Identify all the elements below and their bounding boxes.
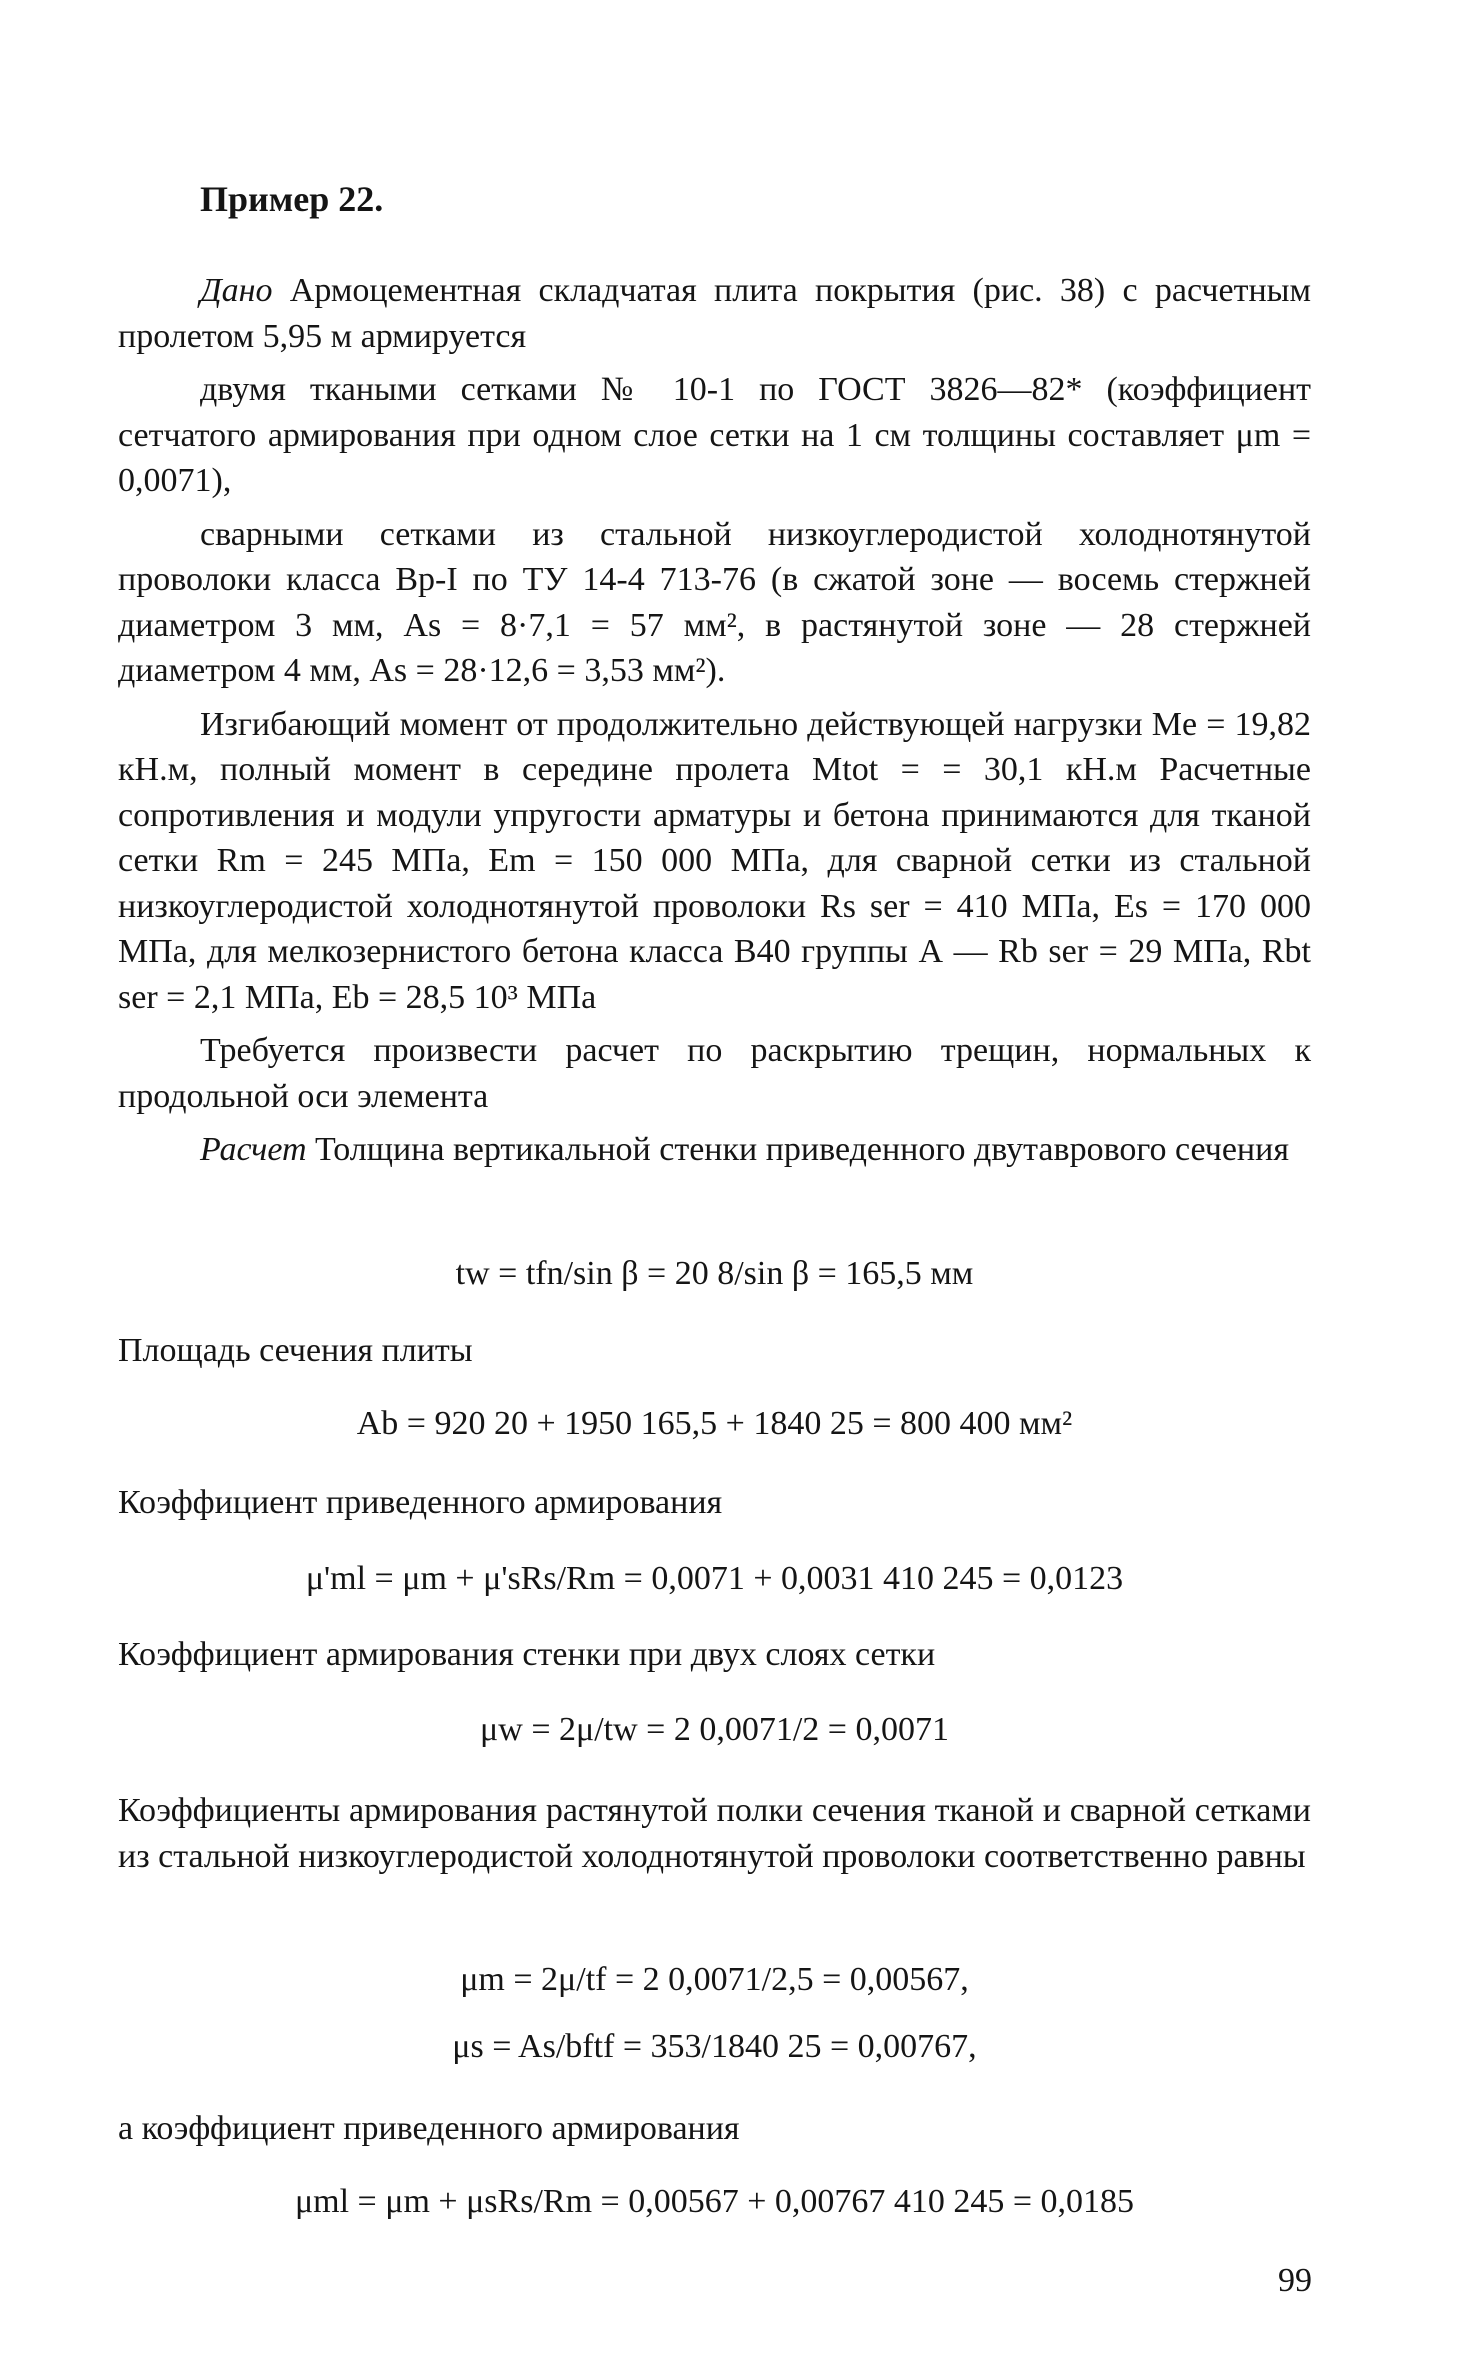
formula-final-reduced-coef: μml = μm + μsRs/Rm = 0,00567 + 0,00767 410 245 = 0,0185 — [294, 2183, 1135, 2220]
page-number: 99 — [1278, 2262, 1312, 2299]
formula-web-thickness: tw = tfn/sin β = 20 8/sin β = 165,5 мм — [455, 1255, 974, 1292]
given-intro — [118, 268, 1311, 359]
given-item-welded-mesh: сварными сетками из стальной низкоуглеродистой холоднотянутой проволоки класса Вр-I по ТУ 14-4 713-76 (в сжатой зоне — восемь стержней диаметром 3 мм, As = 8·7,1 = 57 мм², в растянутой зоне — 28 стержней диаметром 4 мм, As = 28·12,6 = 3,53 мм²). — [118, 515, 1311, 689]
formula-woven-mesh-coef: μm = 2μ/tf = 2 0,0071/2,5 = 0,00567, — [460, 1961, 969, 1998]
formula-reduced-reinforcement: μ'ml = μm + μ'sRs/Rm = 0,0071 + 0,0031 410 245 = 0,0123 — [305, 1560, 1124, 1597]
given-loads-properties: Изгибающий момент от продолжительно действующей нагрузки Me = 19,82 кН.м, полный момент в середине пролета Mtot = = 30,1 кН.м Расчетные сопротивления и модули упругости арматуры и бетона принимаются для тканой сетки Rm = 245 МПа, Em = 150 000 МПа, для сварной сетки из стальной низкоуглеродистой холоднотянутой проволоки Rs ser = 410 МПа, Es = 170 000 МПа, для мелкозернистого бетона класса В40 группы А — Rb ser = 29 МПа, Rbt ser = 2,1 МПа, Eb = 28,5 10³ МПа — [118, 705, 1311, 1016]
and-label: а коэффициент приведенного армирования — [118, 2110, 740, 2147]
formula-section-area: Ab = 920 20 + 1950 165,5 + 1840 25 = 800 400 мм² — [356, 1405, 1073, 1442]
given-item-woven-mesh: двумя ткаными сетками № 10-1 по ГОСТ 3826—82* (коэффициент сетчатого армирования при одном слое сетки на 1 см толщины составляет μm = 0,0071), — [118, 371, 1311, 499]
formula-web-reinforcement: μw = 2μ/tw = 2 0,0071/2 = 0,0071 — [480, 1711, 949, 1748]
example-heading: Пример 22. — [200, 179, 384, 219]
calc-intro-text: Толщина вертикальной стенки приведенного двутаврового сечения — [315, 1131, 1289, 1168]
formula-welded-mesh-coef: μs = As/bftf = 353/1840 25 = 0,00767, — [452, 2028, 977, 2065]
given-section — [118, 268, 1311, 1173]
coef-web-label: Коэффициент армирования стенки при двух слоях сетки — [118, 1636, 936, 1673]
given-required: Требуется произвести расчет по раскрытию трещин, нормальных к продольной оси элемента — [118, 1032, 1311, 1115]
coef-flange-section — [118, 1788, 1311, 1879]
area-label: Площадь сечения плиты — [118, 1332, 473, 1369]
coef-flange-text: Коэффициенты армирования растянутой полки сечения тканой и сварной сетками из стальной низкоуглеродистой холоднотянутой проволоки соответственно равны — [118, 1792, 1311, 1875]
coef-reduced-label: Коэффициент приведенного армирования — [118, 1484, 723, 1521]
given-intro-text: Армоцементная складчатая плита покрытия (рис. 38) с расчетным пролетом 5,95 м армируется — [118, 272, 1311, 355]
calc-label: Расчет — [200, 1131, 307, 1168]
calc-intro — [118, 1127, 1311, 1173]
given-label: Дано — [200, 272, 273, 309]
